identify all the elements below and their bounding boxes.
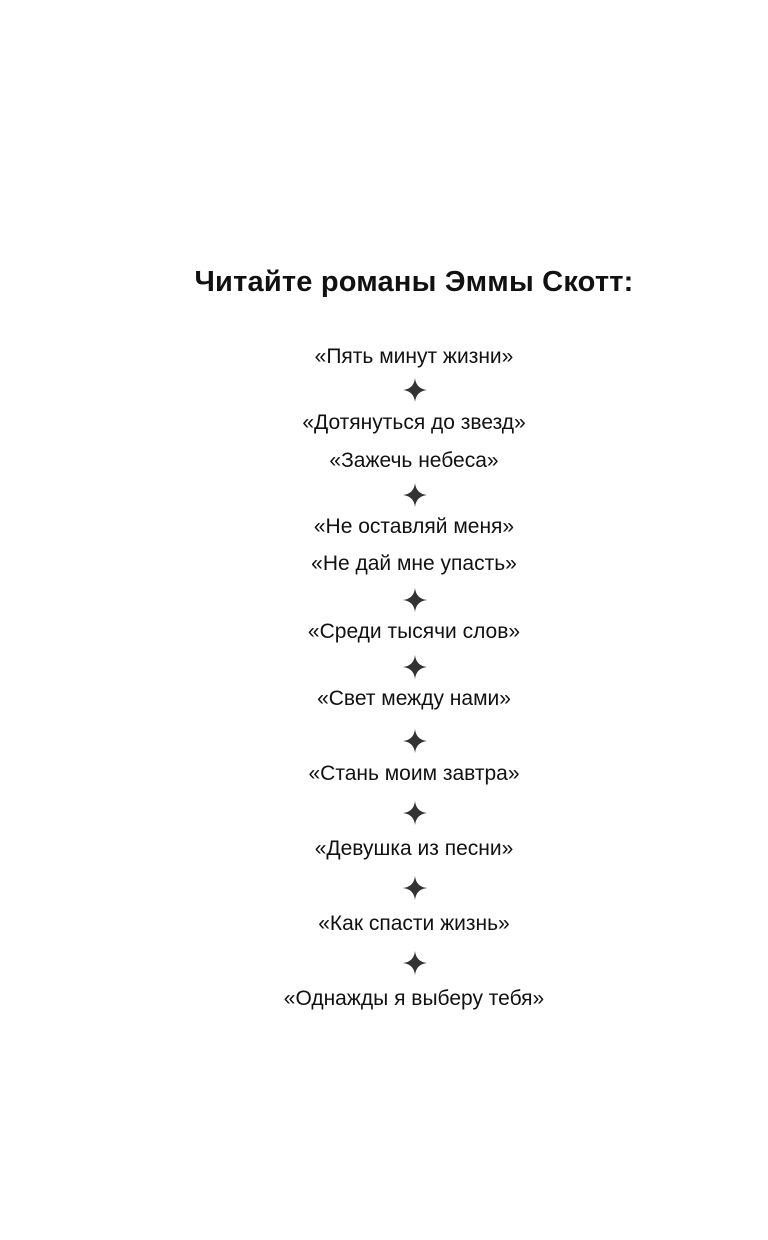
four-point-star-icon [402,482,428,508]
book-title-6: «Среди тысячи слов» [307,620,521,643]
book-title-10: «Как спасти жизнь» [318,912,510,935]
book-title-1: «Пять минут жизни» [314,345,514,368]
four-point-star-icon [402,875,428,901]
four-point-star-icon [402,587,428,613]
book-title-9: «Девушка из песни» [314,837,514,860]
book-title-4: «Не оставляй меня» [313,515,515,538]
four-point-star-icon [402,654,428,680]
four-point-star-icon [402,800,428,826]
four-point-star-icon [402,377,428,403]
book-title-7: «Свет между нами» [317,687,511,710]
four-point-star-icon [402,728,428,754]
page-heading: Читайте романы Эммы Скотт: [194,266,634,298]
book-title-5: «Не дай мне упасть» [311,552,517,575]
book-title-11: «Однажды я выберу тебя» [283,987,545,1010]
book-title-3: «Зажечь небеса» [329,449,499,472]
four-point-star-icon [402,950,428,976]
book-title-8: «Стань моим завтра» [308,762,520,785]
book-title-2: «Дотянуться до звезд» [302,411,526,434]
